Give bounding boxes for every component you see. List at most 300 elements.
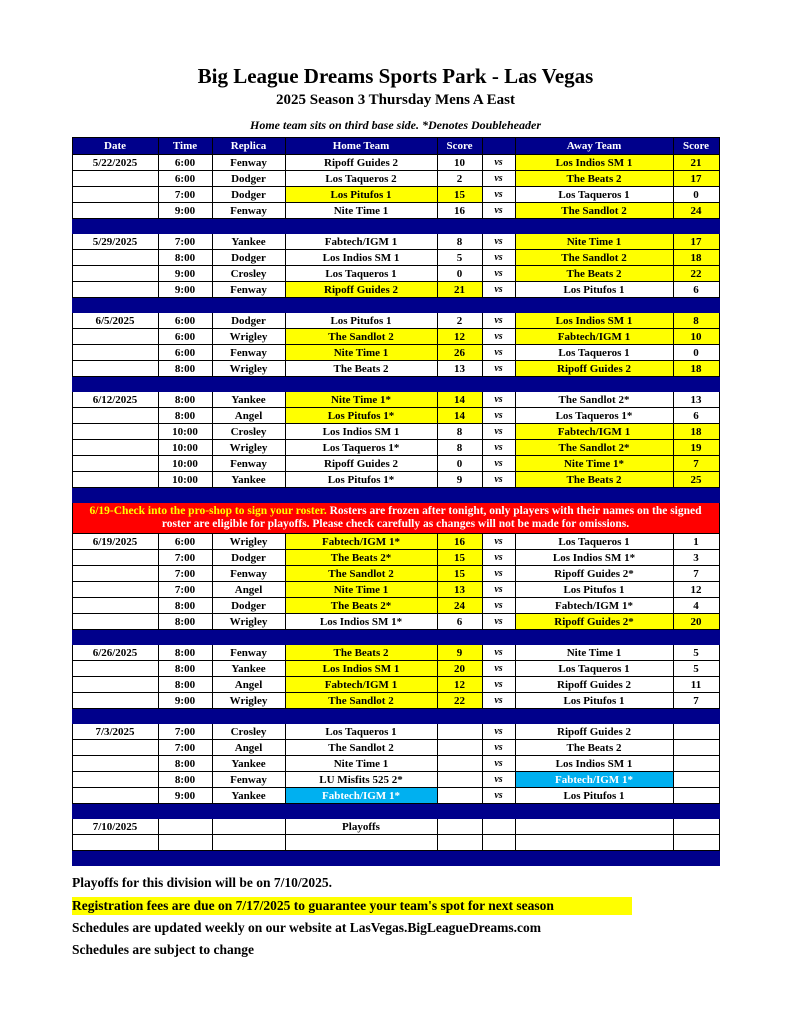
home-team-cell: Fabtech/IGM 1 bbox=[285, 234, 437, 250]
replica-cell: Wrigley bbox=[212, 329, 285, 345]
date-cell bbox=[72, 598, 158, 614]
home-team-cell: The Beats 2* bbox=[285, 598, 437, 614]
table-row bbox=[72, 503, 719, 534]
table-row bbox=[72, 614, 719, 630]
vs-cell: vs bbox=[482, 772, 515, 788]
home-score-cell: 2 bbox=[437, 313, 482, 329]
replica-cell: Dodger bbox=[212, 598, 285, 614]
table-row bbox=[72, 645, 719, 661]
home-team-cell: Los Taqueros 1 bbox=[285, 724, 437, 740]
time-cell: 6:00 bbox=[158, 534, 212, 550]
date-cell: 7/3/2025 bbox=[72, 724, 158, 740]
table-row bbox=[72, 392, 719, 408]
away-score-cell: 12 bbox=[673, 582, 719, 598]
time-cell: 7:00 bbox=[158, 550, 212, 566]
home-score-cell: 10 bbox=[437, 155, 482, 171]
home-score-cell: 13 bbox=[437, 361, 482, 377]
away-score-cell: 4 bbox=[673, 598, 719, 614]
time-cell: 6:00 bbox=[158, 313, 212, 329]
table-row bbox=[72, 155, 719, 171]
home-team-cell: The Sandlot 2 bbox=[285, 329, 437, 345]
home-team-cell: Nite Time 1* bbox=[285, 392, 437, 408]
vs-cell: vs bbox=[482, 677, 515, 693]
time-cell: 8:00 bbox=[158, 250, 212, 266]
vs-cell: vs bbox=[482, 456, 515, 472]
replica-cell: Crosley bbox=[212, 266, 285, 282]
vs-cell: vs bbox=[482, 313, 515, 329]
time-cell bbox=[158, 835, 212, 851]
table-row bbox=[72, 788, 719, 804]
home-score-cell: 15 bbox=[437, 566, 482, 582]
home-team-cell: Ripoff Guides 2 bbox=[285, 456, 437, 472]
table-row bbox=[72, 266, 719, 282]
table-row bbox=[72, 693, 719, 709]
vs-cell: vs bbox=[482, 234, 515, 250]
away-team-cell: The Beats 2 bbox=[515, 740, 673, 756]
away-team-cell: Ripoff Guides 2 bbox=[515, 677, 673, 693]
away-team-cell: Fabtech/IGM 1 bbox=[515, 424, 673, 440]
time-cell: 8:00 bbox=[158, 614, 212, 630]
vs-cell: vs bbox=[482, 788, 515, 804]
home-team-cell: Los Indios SM 1 bbox=[285, 424, 437, 440]
away-score-cell: 17 bbox=[673, 234, 719, 250]
home-team-cell: Los Taqueros 1* bbox=[285, 440, 437, 456]
away-score-cell bbox=[673, 724, 719, 740]
table-row bbox=[72, 756, 719, 772]
replica-cell: Yankee bbox=[212, 234, 285, 250]
table-row bbox=[72, 566, 719, 582]
date-cell bbox=[72, 345, 158, 361]
date-cell bbox=[72, 440, 158, 456]
table-row bbox=[72, 219, 719, 234]
vs-cell: vs bbox=[482, 614, 515, 630]
replica-cell: Fenway bbox=[212, 772, 285, 788]
home-team-cell: Nite Time 1 bbox=[285, 582, 437, 598]
date-cell bbox=[72, 472, 158, 488]
table-row bbox=[72, 772, 719, 788]
home-score-cell: 0 bbox=[437, 456, 482, 472]
time-cell: 9:00 bbox=[158, 266, 212, 282]
away-team-cell: Los Taqueros 1 bbox=[515, 187, 673, 203]
time-cell: 10:00 bbox=[158, 440, 212, 456]
table-row bbox=[72, 424, 719, 440]
time-cell: 7:00 bbox=[158, 724, 212, 740]
table-row bbox=[72, 472, 719, 488]
date-cell: 5/29/2025 bbox=[72, 234, 158, 250]
date-cell bbox=[72, 408, 158, 424]
away-team-cell: Los Taqueros 1* bbox=[515, 408, 673, 424]
replica-cell: Fenway bbox=[212, 203, 285, 219]
away-team-cell bbox=[515, 835, 673, 851]
away-team-cell: The Sandlot 2* bbox=[515, 440, 673, 456]
away-team-cell: Nite Time 1 bbox=[515, 645, 673, 661]
replica-cell: Fenway bbox=[212, 566, 285, 582]
date-cell bbox=[72, 424, 158, 440]
table-row bbox=[72, 298, 719, 313]
away-score-cell: 7 bbox=[673, 566, 719, 582]
table-row bbox=[72, 203, 719, 219]
home-score-cell: 16 bbox=[437, 203, 482, 219]
away-team-cell: Los Indios SM 1 bbox=[515, 756, 673, 772]
away-score-cell: 13 bbox=[673, 392, 719, 408]
home-team-cell: LU Misfits 525 2* bbox=[285, 772, 437, 788]
home-score-cell: 12 bbox=[437, 677, 482, 693]
away-team-cell bbox=[515, 819, 673, 835]
vs-cell: vs bbox=[482, 550, 515, 566]
table-row bbox=[72, 408, 719, 424]
roster-notice-lead: 6/19-Check into the pro-shop to sign your roster. bbox=[89, 505, 330, 517]
home-score-cell: 24 bbox=[437, 598, 482, 614]
table-row bbox=[72, 709, 719, 724]
home-score-cell: 14 bbox=[437, 408, 482, 424]
vs-cell: vs bbox=[482, 756, 515, 772]
away-team-cell: Los Pitufos 1 bbox=[515, 693, 673, 709]
schedule-table-body bbox=[72, 155, 719, 866]
replica-cell bbox=[212, 819, 285, 835]
date-cell bbox=[72, 250, 158, 266]
away-score-cell bbox=[673, 772, 719, 788]
replica-cell: Wrigley bbox=[212, 440, 285, 456]
vs-cell: vs bbox=[482, 724, 515, 740]
date-cell bbox=[72, 835, 158, 851]
away-score-cell: 18 bbox=[673, 424, 719, 440]
away-score-cell bbox=[673, 835, 719, 851]
away-score-cell bbox=[673, 788, 719, 804]
away-team-cell: Nite Time 1 bbox=[515, 234, 673, 250]
home-team-cell: Nite Time 1 bbox=[285, 756, 437, 772]
home-team-cell: Ripoff Guides 2 bbox=[285, 282, 437, 298]
away-team-cell: Fabtech/IGM 1* bbox=[515, 772, 673, 788]
away-team-cell: Fabtech/IGM 1* bbox=[515, 598, 673, 614]
home-score-cell: 20 bbox=[437, 661, 482, 677]
home-team-cell: The Sandlot 2 bbox=[285, 740, 437, 756]
vs-cell: vs bbox=[482, 171, 515, 187]
home-team-cell: The Beats 2 bbox=[285, 361, 437, 377]
replica-cell: Wrigley bbox=[212, 693, 285, 709]
away-score-cell: 21 bbox=[673, 155, 719, 171]
time-cell: 8:00 bbox=[158, 645, 212, 661]
time-cell: 8:00 bbox=[158, 772, 212, 788]
table-note: Home team sits on third base side. *Denotes Doubleheader bbox=[250, 118, 541, 132]
table-row bbox=[72, 724, 719, 740]
date-cell bbox=[72, 661, 158, 677]
table-row bbox=[72, 835, 719, 851]
time-cell: 7:00 bbox=[158, 740, 212, 756]
away-score-cell: 5 bbox=[673, 661, 719, 677]
away-score-cell: 3 bbox=[673, 550, 719, 566]
date-cell bbox=[72, 203, 158, 219]
date-cell bbox=[72, 282, 158, 298]
away-score-cell: 18 bbox=[673, 250, 719, 266]
table-row bbox=[72, 804, 719, 819]
replica-cell: Crosley bbox=[212, 424, 285, 440]
time-cell: 6:00 bbox=[158, 345, 212, 361]
roster-notice bbox=[72, 503, 719, 534]
registration-highlight: Registration fees are due on 7/17/2025 to guarantee your team's spot for next season bbox=[72, 897, 632, 915]
home-score-cell: 15 bbox=[437, 550, 482, 566]
home-score-cell: 5 bbox=[437, 250, 482, 266]
date-cell bbox=[72, 171, 158, 187]
separator-bar bbox=[72, 709, 719, 724]
replica-cell: Yankee bbox=[212, 472, 285, 488]
table-row bbox=[72, 361, 719, 377]
vs-cell: vs bbox=[482, 266, 515, 282]
vs-cell: vs bbox=[482, 361, 515, 377]
replica-cell: Yankee bbox=[212, 756, 285, 772]
date-cell: 6/5/2025 bbox=[72, 313, 158, 329]
away-score-cell: 17 bbox=[673, 171, 719, 187]
table-row bbox=[72, 851, 719, 866]
replica-cell: Yankee bbox=[212, 661, 285, 677]
time-cell: 6:00 bbox=[158, 155, 212, 171]
replica-cell: Crosley bbox=[212, 724, 285, 740]
date-cell bbox=[72, 788, 158, 804]
col-header-away-team: Away Team bbox=[515, 138, 673, 155]
time-cell: 8:00 bbox=[158, 361, 212, 377]
home-score-cell bbox=[437, 819, 482, 835]
home-score-cell: 21 bbox=[437, 282, 482, 298]
away-team-cell: Los Pitufos 1 bbox=[515, 788, 673, 804]
away-team-cell: Ripoff Guides 2 bbox=[515, 361, 673, 377]
date-cell: 5/22/2025 bbox=[72, 155, 158, 171]
table-row bbox=[72, 234, 719, 250]
date-cell bbox=[72, 677, 158, 693]
home-team-cell bbox=[285, 835, 437, 851]
home-score-cell: 16 bbox=[437, 534, 482, 550]
table-row bbox=[72, 456, 719, 472]
home-score-cell: 8 bbox=[437, 440, 482, 456]
date-cell: 6/12/2025 bbox=[72, 392, 158, 408]
home-team-cell: The Sandlot 2 bbox=[285, 566, 437, 582]
replica-cell: Angel bbox=[212, 677, 285, 693]
time-cell bbox=[158, 819, 212, 835]
replica-cell: Fenway bbox=[212, 645, 285, 661]
away-team-cell: Fabtech/IGM 1 bbox=[515, 329, 673, 345]
away-score-cell: 19 bbox=[673, 440, 719, 456]
time-cell: 7:00 bbox=[158, 582, 212, 598]
home-score-cell: 6 bbox=[437, 614, 482, 630]
home-score-cell: 13 bbox=[437, 582, 482, 598]
replica-cell bbox=[212, 835, 285, 851]
home-team-cell: Los Pitufos 1* bbox=[285, 472, 437, 488]
vs-cell: vs bbox=[482, 598, 515, 614]
vs-cell bbox=[482, 819, 515, 835]
separator-bar bbox=[72, 219, 719, 234]
date-cell: 6/26/2025 bbox=[72, 645, 158, 661]
home-team-cell: Los Taqueros 1 bbox=[285, 266, 437, 282]
date-cell: 7/10/2025 bbox=[72, 819, 158, 835]
away-score-cell: 7 bbox=[673, 456, 719, 472]
away-team-cell: Los Pitufos 1 bbox=[515, 582, 673, 598]
footer bbox=[72, 874, 755, 959]
replica-cell: Fenway bbox=[212, 345, 285, 361]
date-cell bbox=[72, 550, 158, 566]
date-cell bbox=[72, 740, 158, 756]
table-row bbox=[72, 345, 719, 361]
replica-cell: Dodger bbox=[212, 171, 285, 187]
away-score-cell: 24 bbox=[673, 203, 719, 219]
home-score-cell bbox=[437, 756, 482, 772]
away-score-cell: 6 bbox=[673, 408, 719, 424]
vs-cell: vs bbox=[482, 582, 515, 598]
col-header-score: Score bbox=[673, 138, 719, 155]
col-header-score: Score bbox=[437, 138, 482, 155]
away-score-cell: 10 bbox=[673, 329, 719, 345]
table-row bbox=[72, 740, 719, 756]
separator-bar bbox=[72, 377, 719, 392]
home-score-cell bbox=[437, 772, 482, 788]
table-row bbox=[72, 377, 719, 392]
home-team-cell: Los Indios SM 1 bbox=[285, 661, 437, 677]
replica-cell: Fenway bbox=[212, 282, 285, 298]
roster-notice-rest: Rosters are frozen after tonight, only players with their names on the signed roster are eligible for playoffs. Please check carefully as changes will not be made for omissions. bbox=[161, 505, 702, 531]
time-cell: 8:00 bbox=[158, 677, 212, 693]
away-team-cell: Ripoff Guides 2* bbox=[515, 566, 673, 582]
vs-cell: vs bbox=[482, 661, 515, 677]
table-row bbox=[72, 282, 719, 298]
table-row bbox=[72, 550, 719, 566]
home-score-cell: 9 bbox=[437, 472, 482, 488]
home-score-cell: 26 bbox=[437, 345, 482, 361]
replica-cell: Wrigley bbox=[212, 534, 285, 550]
time-cell: 7:00 bbox=[158, 566, 212, 582]
date-cell bbox=[72, 266, 158, 282]
away-team-cell: The Sandlot 2 bbox=[515, 250, 673, 266]
time-cell: 7:00 bbox=[158, 187, 212, 203]
home-score-cell bbox=[437, 835, 482, 851]
footer-registration-note bbox=[72, 897, 755, 915]
replica-cell: Dodger bbox=[212, 187, 285, 203]
vs-cell: vs bbox=[482, 424, 515, 440]
date-cell bbox=[72, 756, 158, 772]
vs-cell: vs bbox=[482, 408, 515, 424]
date-cell bbox=[72, 456, 158, 472]
home-team-cell: Fabtech/IGM 1* bbox=[285, 788, 437, 804]
away-score-cell: 22 bbox=[673, 266, 719, 282]
footer-playoffs-note: Playoffs for this division will be on 7/10/2025. bbox=[72, 875, 333, 891]
away-team-cell: Ripoff Guides 2* bbox=[515, 614, 673, 630]
vs-cell bbox=[482, 835, 515, 851]
home-team-cell: Los Pitufos 1 bbox=[285, 187, 437, 203]
table-row bbox=[72, 677, 719, 693]
separator-bar bbox=[72, 488, 719, 503]
date-cell bbox=[72, 566, 158, 582]
home-team-cell: Los Taqueros 2 bbox=[285, 171, 437, 187]
time-cell: 6:00 bbox=[158, 329, 212, 345]
away-score-cell: 1 bbox=[673, 534, 719, 550]
table-row bbox=[72, 488, 719, 503]
away-team-cell: Nite Time 1* bbox=[515, 456, 673, 472]
vs-cell: vs bbox=[482, 345, 515, 361]
replica-cell: Angel bbox=[212, 582, 285, 598]
time-cell: 8:00 bbox=[158, 756, 212, 772]
away-team-cell: The Sandlot 2* bbox=[515, 392, 673, 408]
table-row bbox=[72, 661, 719, 677]
time-cell: 10:00 bbox=[158, 456, 212, 472]
away-score-cell: 0 bbox=[673, 187, 719, 203]
away-score-cell: 6 bbox=[673, 282, 719, 298]
time-cell: 9:00 bbox=[158, 693, 212, 709]
table-row bbox=[72, 598, 719, 614]
vs-cell: vs bbox=[482, 740, 515, 756]
date-cell bbox=[72, 582, 158, 598]
away-team-cell: Los Taqueros 1 bbox=[515, 661, 673, 677]
vs-cell: vs bbox=[482, 566, 515, 582]
table-row bbox=[72, 534, 719, 550]
away-score-cell: 25 bbox=[673, 472, 719, 488]
home-score-cell bbox=[437, 788, 482, 804]
away-team-cell: Los Indios SM 1* bbox=[515, 550, 673, 566]
time-cell: 8:00 bbox=[158, 408, 212, 424]
col-header-replica: Replica bbox=[212, 138, 285, 155]
page-title: Big League Dreams Sports Park - Las Vegas bbox=[197, 64, 594, 88]
away-team-cell: The Beats 2 bbox=[515, 266, 673, 282]
home-score-cell: 9 bbox=[437, 645, 482, 661]
home-score-cell bbox=[437, 724, 482, 740]
home-team-cell: Ripoff Guides 2 bbox=[285, 155, 437, 171]
time-cell: 10:00 bbox=[158, 472, 212, 488]
home-team-cell: Fabtech/IGM 1* bbox=[285, 534, 437, 550]
replica-cell: Angel bbox=[212, 740, 285, 756]
vs-cell: vs bbox=[482, 693, 515, 709]
header-row bbox=[72, 138, 719, 155]
vs-cell: vs bbox=[482, 155, 515, 171]
footer-website-note: Schedules are updated weekly on our website at LasVegas.BigLeagueDreams.com bbox=[72, 919, 542, 935]
replica-cell: Wrigley bbox=[212, 361, 285, 377]
time-cell: 8:00 bbox=[158, 661, 212, 677]
away-score-cell: 20 bbox=[673, 614, 719, 630]
date-cell bbox=[72, 693, 158, 709]
playoffs-cell: Playoffs bbox=[285, 819, 437, 835]
away-score-cell: 11 bbox=[673, 677, 719, 693]
home-team-cell: Los Pitufos 1* bbox=[285, 408, 437, 424]
separator-bar bbox=[72, 630, 719, 645]
home-score-cell: 0 bbox=[437, 266, 482, 282]
col-header-vs bbox=[482, 138, 515, 155]
separator-bar bbox=[72, 804, 719, 819]
home-team-cell: Los Pitufos 1 bbox=[285, 313, 437, 329]
home-team-cell: The Beats 2 bbox=[285, 645, 437, 661]
home-team-cell: The Sandlot 2 bbox=[285, 693, 437, 709]
away-team-cell: Los Indios SM 1 bbox=[515, 155, 673, 171]
table-row bbox=[72, 819, 719, 835]
home-team-cell: The Beats 2* bbox=[285, 550, 437, 566]
table-row bbox=[72, 313, 719, 329]
away-team-cell: Los Taqueros 1 bbox=[515, 534, 673, 550]
away-team-cell: Los Pitufos 1 bbox=[515, 282, 673, 298]
footer-subject-to-change-note: Schedules are subject to change bbox=[72, 942, 254, 958]
away-score-cell: 0 bbox=[673, 345, 719, 361]
home-team-cell: Nite Time 1 bbox=[285, 203, 437, 219]
page-subtitle: 2025 Season 3 Thursday Mens A East bbox=[276, 92, 515, 108]
away-team-cell: The Sandlot 2 bbox=[515, 203, 673, 219]
vs-cell: vs bbox=[482, 392, 515, 408]
vs-cell: vs bbox=[482, 645, 515, 661]
date-cell bbox=[72, 361, 158, 377]
col-header-date: Date bbox=[72, 138, 158, 155]
table-row bbox=[72, 187, 719, 203]
home-team-cell: Los Indios SM 1* bbox=[285, 614, 437, 630]
away-score-cell bbox=[673, 756, 719, 772]
time-cell: 10:00 bbox=[158, 424, 212, 440]
date-cell bbox=[72, 614, 158, 630]
replica-cell: Dodger bbox=[212, 250, 285, 266]
time-cell: 8:00 bbox=[158, 598, 212, 614]
home-team-cell: Nite Time 1 bbox=[285, 345, 437, 361]
vs-cell: vs bbox=[482, 187, 515, 203]
table-row bbox=[72, 171, 719, 187]
table-row bbox=[72, 329, 719, 345]
